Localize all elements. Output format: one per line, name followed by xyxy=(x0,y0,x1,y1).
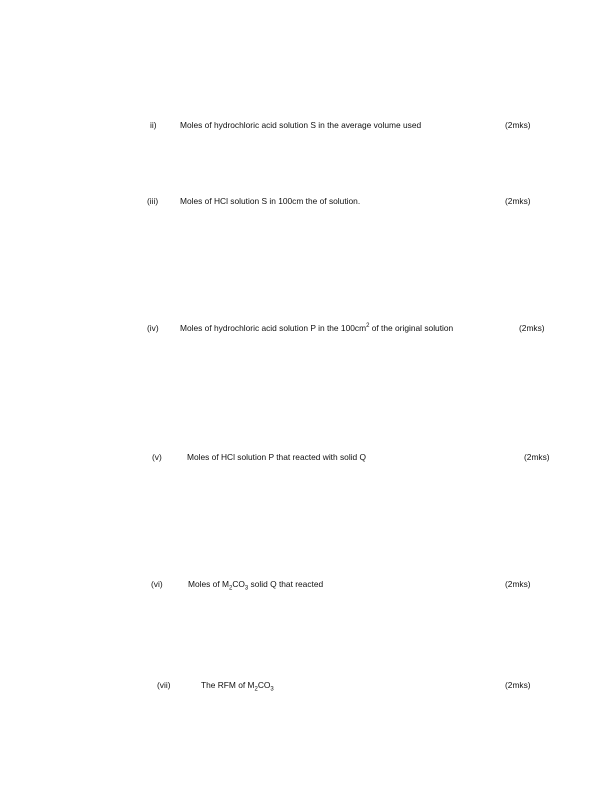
question-text-part: of the original solution xyxy=(369,323,454,333)
question-number: (iii) xyxy=(147,196,159,206)
question-marks: (2mks) xyxy=(519,323,545,333)
question-vi xyxy=(0,577,612,591)
question-text-part: The RFM of M xyxy=(201,680,255,690)
question-iv xyxy=(0,321,612,335)
question-text-part: Moles of M xyxy=(188,579,229,589)
question-text xyxy=(201,678,274,692)
question-number: (v) xyxy=(152,452,162,462)
question-marks: (2mks) xyxy=(505,120,531,130)
question-text xyxy=(188,577,323,591)
subscript: 2 xyxy=(254,686,258,693)
question-marks: (2mks) xyxy=(505,579,531,589)
subscript: 2 xyxy=(228,585,233,592)
question-marks: (2mks) xyxy=(524,452,550,462)
question-number: ii) xyxy=(150,120,157,130)
subscript: 3 xyxy=(244,585,249,592)
question-text-part: CO xyxy=(232,579,245,589)
question-text-part: solid Q that reacted xyxy=(248,579,324,589)
question-marks: (2mks) xyxy=(505,680,531,690)
question-number: (vi) xyxy=(151,579,163,589)
question-text: Moles of HCl solution P that reacted with solid Q xyxy=(187,452,367,462)
question-text xyxy=(180,321,453,335)
question-text-part: CO xyxy=(257,680,271,690)
question-text: Moles of HCl solution S in 100cm the of solution. xyxy=(180,196,361,206)
question-marks: (2mks) xyxy=(505,196,531,206)
question-text: Moles of hydrochloric acid solution S in the average volume used xyxy=(180,120,422,130)
question-number: (vii) xyxy=(157,680,171,690)
question-vii xyxy=(0,678,612,692)
question-v xyxy=(0,450,612,464)
question-iii xyxy=(0,194,612,208)
question-text-part: Moles of hydrochloric acid solution P in the 100cm xyxy=(180,323,367,333)
subscript: 3 xyxy=(270,686,274,693)
question-number: (iv) xyxy=(147,323,159,333)
question-ii xyxy=(0,118,612,132)
superscript: 2 xyxy=(366,323,370,330)
